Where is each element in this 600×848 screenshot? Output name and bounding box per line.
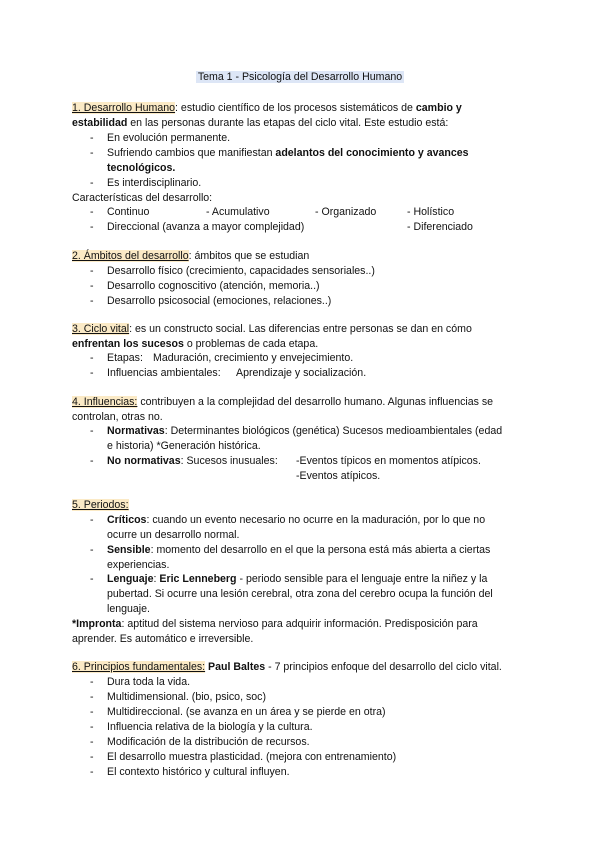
s6-bullet4: Influencia relativa de la biología y la cultura. — [107, 721, 313, 733]
s6-bullet6: El desarrollo muestra plasticidad. (mejora con entrenamiento) — [107, 751, 397, 763]
s5-lenguaje-label: Lenguaje — [107, 573, 154, 585]
s5-sensible-text: : momento del desarrollo en el que la persona está más abierta a ciertas — [150, 544, 491, 556]
s3-influencias-text: Aprendizaje y socialización. — [236, 367, 367, 379]
bullet-dash: - — [90, 147, 94, 159]
s5-criticos — [107, 513, 528, 528]
s6-bullet1: Dura toda la vida. — [107, 676, 191, 688]
bullet-dash: - — [90, 455, 94, 467]
s3-etapas-text: Maduración, crecimiento y envejecimiento. — [153, 352, 354, 364]
s5-criticos-text: : cuando un evento necesario no ocurre en la maduración, por lo que no — [146, 514, 486, 526]
s6-bullet7: El contexto histórico y cultural influyen. — [107, 766, 290, 778]
bullet-dash: - — [90, 514, 94, 526]
s1-intro-bold2: estabilidad — [72, 117, 128, 129]
s4-no-normativas-text: : Sucesos inusuales: — [180, 455, 278, 467]
bullet-dash: - — [90, 766, 94, 778]
bullet-dash: - — [90, 676, 94, 688]
s1-intro-a: : estudio científico de los procesos sistemáticos de — [175, 102, 416, 114]
s1-bullet2-bold1: adelantos del conocimiento y avances — [275, 147, 469, 159]
s3-line2 — [72, 337, 528, 352]
bullet-dash: - — [90, 544, 94, 556]
s5-lenguaje-cont2: lenguaje. — [107, 603, 151, 615]
s4-normativas-label: Normativas — [107, 425, 165, 437]
s4-heading: 4. Influencias: — [72, 396, 138, 408]
bullet-dash: - — [90, 706, 94, 718]
s5-lenguaje-text: - periodo sensible para el lenguaje entre la niñez y la — [236, 573, 488, 585]
s1-line2 — [72, 116, 528, 131]
s6-bullet2: Multidimensional. (bio, psico, soc) — [107, 691, 266, 703]
bullet-dash: - — [90, 367, 94, 379]
char-acumulativo: - Acumulativo — [206, 206, 270, 218]
bullet-dash: - — [90, 132, 94, 144]
s1-intro-bold1: cambio y — [415, 102, 462, 114]
s5-impronta-label: *Impronta — [72, 618, 122, 630]
bullet-dash: - — [90, 206, 94, 218]
s6-heading: 6. Principios fundamentales: — [72, 661, 206, 673]
bullet-dash: - — [90, 221, 94, 233]
s5-sensible-label: Sensible — [107, 544, 151, 556]
s5-lenguaje-colon: : — [153, 573, 160, 585]
bullet-dash: - — [90, 295, 94, 307]
s1-intro-c: en las personas durante las etapas del ciclo vital. Este estudio está: — [127, 117, 449, 129]
s5-impronta — [72, 617, 528, 632]
s5-lenguaje-cont: pubertad. Si ocurre una lesión cerebral, otra zona del cerebro ocupa la función del — [107, 588, 493, 600]
char-organizado: - Organizado — [315, 206, 377, 218]
s5-line1 — [72, 498, 528, 513]
bullet-dash: - — [90, 721, 94, 733]
s4-normativas — [107, 424, 528, 439]
s3-etapas-label: Etapas: — [107, 352, 143, 364]
s1-bullet2-cont — [107, 161, 528, 176]
s4-normativas-cont: e historia) *Generación histórica. — [107, 440, 261, 452]
s5-criticos-label: Críticos — [107, 514, 147, 526]
s2-bullet3: Desarrollo psicosocial (emociones, relaciones..) — [107, 295, 332, 307]
bullet-dash: - — [90, 352, 94, 364]
s1-char-label: Características del desarrollo: — [72, 192, 213, 204]
s2-line1 — [72, 249, 528, 264]
s6-intro: - 7 principios enfoque del desarrollo del ciclo vital. — [265, 661, 502, 673]
s6-name: Paul Baltes — [205, 661, 266, 673]
s5-lenguaje — [107, 572, 528, 587]
bullet-dash: - — [90, 573, 94, 585]
s5-heading: 5. Periodos: — [72, 499, 129, 511]
s4-line1 — [72, 395, 528, 410]
s3-influencias-label: Influencias ambientales: — [107, 367, 221, 379]
s2-intro: : ámbitos que se estudian — [188, 250, 310, 262]
s4-line2: controlan, otras no. — [72, 411, 163, 423]
bullet-dash: - — [90, 265, 94, 277]
char-continuo: Continuo — [107, 206, 150, 218]
s5-criticos-cont: ocurre un desarrollo normal. — [107, 529, 240, 541]
s5-sensible — [107, 543, 528, 558]
s1-bullet2 — [107, 146, 528, 161]
title-block — [0, 71, 600, 83]
s2-bullet2: Desarrollo cognoscitivo (atención, memoria..) — [107, 280, 320, 292]
s4-normativas-text: : Determinantes biológicos (genética) Sucesos medioambientales (edad — [164, 425, 503, 437]
s4-no-normativas — [107, 454, 278, 469]
bullet-dash: - — [90, 280, 94, 292]
s4-line1-text: contribuyen a la complejidad del desarrollo humano. Algunas influencias se — [137, 396, 494, 408]
s2-bullet1: Desarrollo físico (crecimiento, capacidades sensoriales..) — [107, 265, 375, 277]
s5-impronta-cont: aprender. Es automático e irreversible. — [72, 633, 254, 645]
s3-line1 — [72, 322, 528, 337]
bullet-dash: - — [90, 736, 94, 748]
s6-line1 — [72, 660, 528, 675]
s3-line2-text: o problemas de cada etapa. — [183, 338, 319, 350]
s4-no-normativas-label: No normativas — [107, 455, 181, 467]
s2-heading: 2. Ámbitos del desarrollo — [72, 250, 189, 262]
s1-bullet3: Es interdisciplinario. — [107, 177, 202, 189]
s1-bullet2-a: Sufriendo cambios que manifiestan — [107, 147, 276, 159]
s3-line2-bold: enfrentan los sucesos — [72, 338, 184, 350]
bullet-dash: - — [90, 425, 94, 437]
bullet-dash: - — [90, 691, 94, 703]
s6-bullet3: Multidireccional. (se avanza en un área y se pierde en otra) — [107, 706, 386, 718]
s3-heading: 3. Ciclo vital — [72, 323, 130, 335]
s1-line1 — [72, 101, 528, 116]
s3-line1-text: : es un constructo social. Las diferencias entre personas se dan en cómo — [129, 323, 472, 335]
char-diferenciado: - Diferenciado — [407, 221, 473, 233]
s1-heading: 1. Desarrollo Humano — [72, 102, 176, 114]
page-title: Tema 1 - Psicología del Desarrollo Humano — [197, 71, 403, 83]
bullet-dash: - — [90, 751, 94, 763]
s1-bullet1: En evolución permanente. — [107, 132, 231, 144]
s5-sensible-cont: experiencias. — [107, 559, 170, 571]
s4-eventos-atipicos: -Eventos atípicos. — [296, 470, 381, 482]
char-direccional: Direccional (avanza a mayor complejidad) — [107, 221, 305, 233]
s6-bullet5: Modificación de la distribución de recursos. — [107, 736, 310, 748]
s1-bullet2-bold2: tecnológicos. — [107, 162, 176, 174]
bullet-dash: - — [90, 177, 94, 189]
s5-impronta-text: : aptitud del sistema nervioso para adquirir información. Predisposición para — [121, 618, 478, 630]
s5-lenguaje-name: Eric Lenneberg — [159, 573, 237, 585]
s4-eventos-tipicos: -Eventos típicos en momentos atípicos. — [296, 455, 481, 467]
char-holistico: - Holístico — [407, 206, 455, 218]
